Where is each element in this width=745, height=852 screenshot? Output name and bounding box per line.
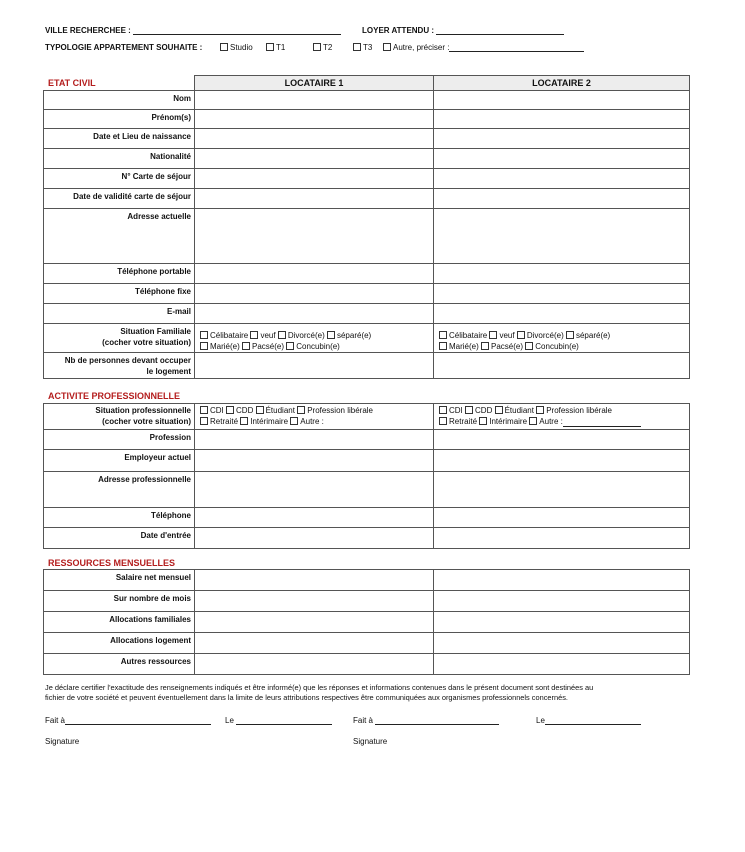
input-alloc-fam-1[interactable] (195, 612, 434, 633)
opt-label: T2 (323, 43, 333, 52)
input-nb-personnes-1[interactable] (195, 353, 434, 379)
row-tel-portable: Téléphone portable (44, 264, 195, 284)
input-autres-2[interactable] (434, 654, 690, 675)
input-naissance-2[interactable] (434, 129, 690, 149)
etat-civil-table (43, 75, 690, 379)
label-line: Nb de personnes devant occuper (64, 356, 191, 365)
city-label: VILLE RECHERCHEE : (45, 26, 131, 35)
declaration-text (45, 683, 705, 703)
input-nom-2[interactable] (434, 91, 690, 110)
label-line: (cocher votre situation) (102, 338, 191, 347)
label-line: Situation Familiale (120, 327, 191, 336)
input-tel-portable-1[interactable] (195, 264, 434, 284)
situation-familiale-2[interactable] (434, 324, 690, 353)
opt-label: veuf (499, 331, 515, 340)
situation-pro-1[interactable] (195, 404, 434, 430)
fait-a-label: Fait à (353, 716, 374, 725)
input-adresse-1[interactable] (195, 209, 434, 264)
input-alloc-log-1[interactable] (195, 633, 434, 654)
input-tel-fixe-1[interactable] (195, 284, 434, 304)
row-autres-ressources: Autres ressources (44, 654, 195, 675)
fait-a-1[interactable] (45, 716, 211, 725)
row-tel-fixe: Téléphone fixe (44, 284, 195, 304)
checkbox-icon[interactable] (489, 331, 497, 339)
le-1[interactable] (225, 716, 332, 725)
col-locataire-1: LOCATAIRE 1 (195, 76, 434, 91)
checkbox-icon[interactable] (439, 406, 447, 414)
opt-label: Concubin(e) (535, 342, 579, 351)
input-tel-fixe-2[interactable] (434, 284, 690, 304)
autre-line[interactable] (563, 418, 641, 427)
checkbox-icon[interactable] (495, 406, 503, 414)
header-blank (44, 76, 195, 91)
checkbox-icon[interactable] (226, 406, 234, 414)
checkbox-icon[interactable] (566, 331, 574, 339)
rent-line[interactable] (436, 26, 564, 35)
row-validite-carte: Date de validité carte de séjour (44, 189, 195, 209)
input-adresse-pro-1[interactable] (195, 472, 434, 508)
checkbox-icon[interactable] (200, 417, 208, 425)
opt-label: Pacsé(e) (252, 342, 285, 351)
input-nom-1[interactable] (195, 91, 434, 110)
input-carte-sejour-1[interactable] (195, 169, 434, 189)
ressources-table (43, 569, 690, 675)
opt-label: séparé(e) (336, 331, 372, 340)
row-email: E-mail (44, 304, 195, 324)
city-field[interactable] (45, 26, 341, 35)
checkbox-icon[interactable] (242, 342, 250, 350)
row-situation-familiale (44, 324, 195, 353)
le-label: Le (225, 716, 234, 725)
opt-t1[interactable] (266, 43, 285, 52)
input-validite-1[interactable] (195, 189, 434, 209)
row-carte-sejour: N° Carte de séjour (44, 169, 195, 189)
input-prenoms-2[interactable] (434, 110, 690, 129)
input-date-entree-1[interactable] (195, 528, 434, 549)
opt-t3[interactable] (353, 43, 372, 52)
input-telephone-pro-2[interactable] (434, 508, 690, 528)
city-line[interactable] (133, 26, 341, 35)
checkbox-icon[interactable] (465, 406, 473, 414)
signature-label-2: Signature (353, 737, 388, 746)
input-salaire-2[interactable] (434, 570, 690, 591)
opt-label: CDD (236, 406, 254, 415)
checkbox-icon[interactable] (525, 342, 533, 350)
checkbox-icon[interactable] (517, 331, 525, 339)
opt-label: T1 (276, 43, 286, 52)
input-nationalite-1[interactable] (195, 149, 434, 169)
input-nombre-mois-1[interactable] (195, 591, 434, 612)
opt-label: Pacsé(e) (491, 342, 524, 351)
checkbox-icon[interactable] (327, 331, 335, 339)
section-ressources: RESSOURCES MENSUELLES (48, 558, 176, 568)
input-email-2[interactable] (434, 304, 690, 324)
section-etat-civil: ETAT CIVIL (48, 78, 96, 88)
opt-label: Marié(e) (210, 342, 240, 351)
input-date-entree-2[interactable] (434, 528, 690, 549)
opt-label: Intérimaire (489, 417, 528, 426)
checkbox-icon[interactable] (240, 417, 248, 425)
opt-label: Autre : (539, 417, 563, 426)
row-adresse: Adresse actuelle (44, 209, 195, 264)
opt-label: Étudiant (265, 406, 295, 415)
input-autres-1[interactable] (195, 654, 434, 675)
checkbox-icon[interactable] (200, 342, 208, 350)
checkbox-icon[interactable] (479, 417, 487, 425)
row-nombre-mois: Sur nombre de mois (44, 591, 195, 612)
opt-other[interactable] (383, 43, 584, 52)
opt-label: Intérimaire (250, 417, 289, 426)
typology-row (45, 43, 202, 52)
checkbox-icon[interactable] (439, 417, 447, 425)
signature-label-1: Signature (45, 737, 80, 746)
row-telephone-pro: Téléphone (44, 508, 195, 528)
fait-a-2[interactable] (353, 716, 499, 725)
opt-label: CDI (449, 406, 463, 415)
other-line[interactable] (449, 43, 584, 52)
fait-a-line[interactable] (65, 716, 211, 725)
opt-label: Divorcé(e) (287, 331, 325, 340)
le-line[interactable] (236, 716, 332, 725)
label-line: (cocher votre situation) (102, 417, 191, 426)
le-2[interactable] (536, 716, 641, 725)
input-employeur-2[interactable] (434, 450, 690, 472)
checkbox-icon[interactable] (286, 342, 294, 350)
checkbox-icon[interactable] (256, 406, 264, 414)
checkbox-icon[interactable] (290, 417, 298, 425)
fait-a-label: Fait à (45, 716, 66, 725)
input-tel-portable-2[interactable] (434, 264, 690, 284)
checkbox-icon[interactable] (481, 342, 489, 350)
input-nombre-mois-2[interactable] (434, 591, 690, 612)
input-naissance-1[interactable] (195, 129, 434, 149)
checkbox-icon[interactable] (353, 43, 361, 51)
activite-table (43, 403, 690, 549)
opt-label: Marié(e) (449, 342, 479, 351)
opt-label: séparé(e) (575, 331, 611, 340)
input-telephone-pro-1[interactable] (195, 508, 434, 528)
opt-label: Profession libérale (546, 406, 612, 415)
rent-label: LOYER ATTENDU : (362, 26, 434, 35)
opt-label: CDD (475, 406, 493, 415)
row-adresse-pro: Adresse professionnelle (44, 472, 195, 508)
checkbox-icon[interactable] (200, 331, 208, 339)
le-line[interactable] (545, 716, 641, 725)
fait-a-line[interactable] (375, 716, 499, 725)
input-carte-sejour-2[interactable] (434, 169, 690, 189)
opt-label: Concubin(e) (296, 342, 340, 351)
input-prenoms-1[interactable] (195, 110, 434, 129)
checkbox-icon[interactable] (529, 417, 537, 425)
input-nb-personnes-2[interactable] (434, 353, 690, 379)
opt-t2[interactable] (313, 43, 332, 52)
row-allocations-familiales: Allocations familiales (44, 612, 195, 633)
checkbox-icon[interactable] (297, 406, 305, 414)
row-salaire: Salaire net mensuel (44, 570, 195, 591)
checkbox-icon[interactable] (313, 43, 321, 51)
checkbox-icon[interactable] (383, 43, 391, 51)
input-alloc-fam-2[interactable] (434, 612, 690, 633)
row-profession: Profession (44, 430, 195, 450)
opt-label: Profession libérale (307, 406, 373, 415)
checkbox-icon[interactable] (536, 406, 544, 414)
input-salaire-1[interactable] (195, 570, 434, 591)
situation-familiale-1[interactable] (195, 324, 434, 353)
row-nb-personnes (44, 353, 195, 379)
input-adresse-2[interactable] (434, 209, 690, 264)
opt-label: Célibataire (210, 331, 249, 340)
checkbox-icon[interactable] (439, 331, 447, 339)
checkbox-icon[interactable] (220, 43, 228, 51)
checkbox-icon[interactable] (266, 43, 274, 51)
checkbox-icon[interactable] (250, 331, 258, 339)
rent-field[interactable] (362, 26, 564, 35)
opt-label: Autre : (300, 417, 324, 426)
opt-label: Retraité (210, 417, 239, 426)
checkbox-icon[interactable] (200, 406, 208, 414)
row-nom: Nom (44, 91, 195, 110)
label-line: Situation professionnelle (95, 406, 191, 415)
row-nationalite: Nationalité (44, 149, 195, 169)
opt-label: veuf (260, 331, 276, 340)
opt-label: Autre, préciser : (393, 43, 450, 52)
row-naissance: Date et Lieu de naissance (44, 129, 195, 149)
opt-studio[interactable] (220, 43, 253, 52)
input-alloc-log-2[interactable] (434, 633, 690, 654)
declaration-line: Je déclare certifier l'exactitude des renseignements indiqués et être informé(e) que les réponses et informations contenues dans le présent document sont destinées au (45, 683, 594, 692)
input-profession-2[interactable] (434, 430, 690, 450)
situation-pro-2[interactable] (434, 404, 690, 430)
opt-label: Célibataire (449, 331, 488, 340)
opt-label: Retraité (449, 417, 478, 426)
row-date-entree: Date d'entrée (44, 528, 195, 549)
input-profession-1[interactable] (195, 430, 434, 450)
row-employeur: Employeur actuel (44, 450, 195, 472)
input-nationalite-2[interactable] (434, 149, 690, 169)
label-line: le logement (146, 367, 191, 376)
checkbox-icon[interactable] (278, 331, 286, 339)
opt-label: Studio (230, 43, 253, 52)
row-situation-pro (44, 404, 195, 430)
input-employeur-1[interactable] (195, 450, 434, 472)
input-validite-2[interactable] (434, 189, 690, 209)
opt-label: CDI (210, 406, 224, 415)
declaration-line: fichier de votre société et peuvent éventuellement dans la limite de leurs attributions respectives être communiquées aux organismes professionnels concernés. (45, 693, 568, 702)
typology-label: TYPOLOGIE APPARTEMENT SOUHAITE : (45, 43, 203, 52)
opt-label: Étudiant (504, 406, 534, 415)
opt-label: T3 (363, 43, 373, 52)
checkbox-icon[interactable] (439, 342, 447, 350)
le-label: Le (536, 716, 545, 725)
row-allocations-logement: Allocations logement (44, 633, 195, 654)
section-activite: ACTIVITE PROFESSIONNELLE (48, 391, 181, 401)
row-prenoms: Prénom(s) (44, 110, 195, 129)
input-email-1[interactable] (195, 304, 434, 324)
col-locataire-2: LOCATAIRE 2 (434, 76, 690, 91)
opt-label: Divorcé(e) (526, 331, 564, 340)
input-adresse-pro-2[interactable] (434, 472, 690, 508)
